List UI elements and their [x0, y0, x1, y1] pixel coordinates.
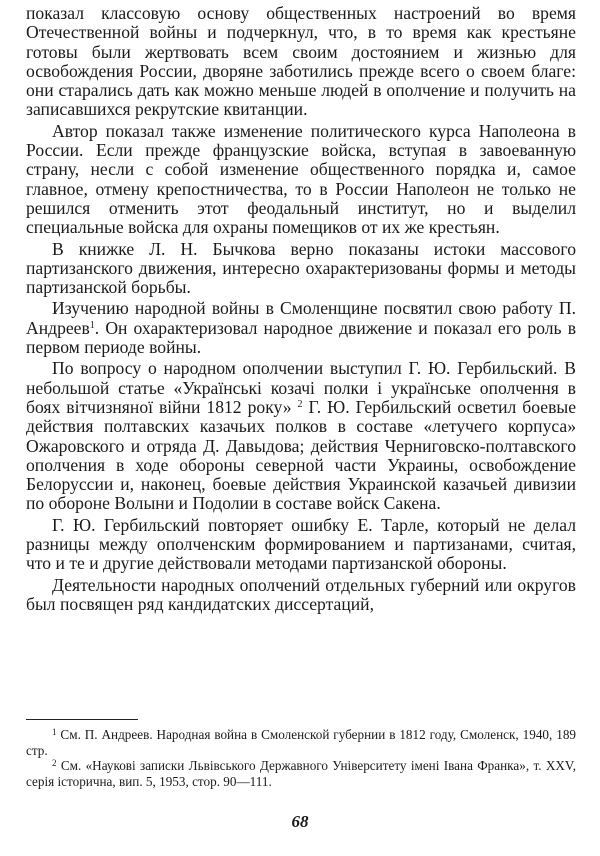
footnote-mark: 2: [52, 758, 57, 768]
footnote: [26, 758, 576, 789]
footnote-mark: 1: [52, 727, 57, 737]
paragraph: [26, 359, 576, 513]
paragraph: Деятельности народных ополчений отдельных губерний или округов был посвящен ряд кандидатских диссертаций,: [26, 574, 576, 614]
paragraph: показал классовую основу общественных настроений во время Отечественной войны и подчеркнул, что, в то время как крестьяне готовы были жертвовать всем своим достоянием и жизнью для освобождения России, дворяне заботились прежде всего о своем благе: они старались дать как можно меньше людей в ополчение и получить на записавшихся рекрутские квитанции.: [26, 3, 576, 120]
paragraph-text: Он охарактеризовал народное движение и показал его роль в первом периоде войны.: [26, 317, 576, 358]
footnote-ref-1: 1: [89, 319, 95, 331]
footnotes: [26, 727, 576, 789]
paragraph: Изучению народной войны в Смоленщине посвятил свою работу П. Андреев$^1$. Он охарактеризовал народное движение и показал его роль в первом периоде войны.: [26, 298, 576, 358]
footnote-ref-2: 2: [297, 398, 303, 410]
footnote-text: См. П. Андреев. Народная война в Смоленской губернии в 1812 году, Смоленск, 1940, 189 стр.: [26, 727, 577, 758]
paragraph-text: Изучению народной войны в Смоленщине посвятил свою работу П. Андреев: [26, 298, 576, 338]
paragraph-text: Г. Ю. Гербильский осветил боевые действия полтавских казачьих полков в составе «летучего корпуса» Ожаровского и отряда Д. Давыдова; действия Черниговско-полтавского ополчения в ходе обороны северной части Украины, освобождение Белоруссии и, наконец, боевые действия Украинской казачьей дивизии по обороне Волыни и Подолии в составе войск Сакена.: [26, 396, 577, 514]
paragraph: Г. Ю. Гербильский повторяет ошибку Е. Тарле, который не делал разницы между ополченским формированием и партизанами, считая, что и те и другие действовали методами партизанской обороны.: [26, 514, 576, 574]
paragraph: Автор показал также изменение политического курса Наполеона в России. Если прежде французские войска, вступая в завоеванную страну, несли с собой изменение общественного порядка и, самое главное, отмену крепостничества, то в России Наполеон не только не решился отменить этот феодальный институт, но и выделил специальные войска для охраны помещиков от их же крестьян.: [26, 120, 576, 238]
footnote-divider: [26, 719, 138, 720]
paragraph: В книжке Л. Н. Бычкова верно показаны истоки массового партизанского движения, интересно охарактеризованы формы и методы партизанской борьбы.: [26, 238, 576, 298]
page-number: 68: [291, 812, 309, 831]
footnote-text: См. «Наукові записки Львівського Державного Університету імені Івана Франка», т. XXV, серія історична, вип. 5, 1953, стор. 90—111.: [26, 758, 577, 789]
main-text: [26, 4, 576, 616]
paragraph-text: По вопросу о народном ополчении выступил Г. Ю. Гербильский. В небольшой статье «Українські козачі полки і українське ополчення в боях вітчизняної війни 1812 року»: [26, 358, 576, 417]
footnote: [26, 727, 576, 758]
